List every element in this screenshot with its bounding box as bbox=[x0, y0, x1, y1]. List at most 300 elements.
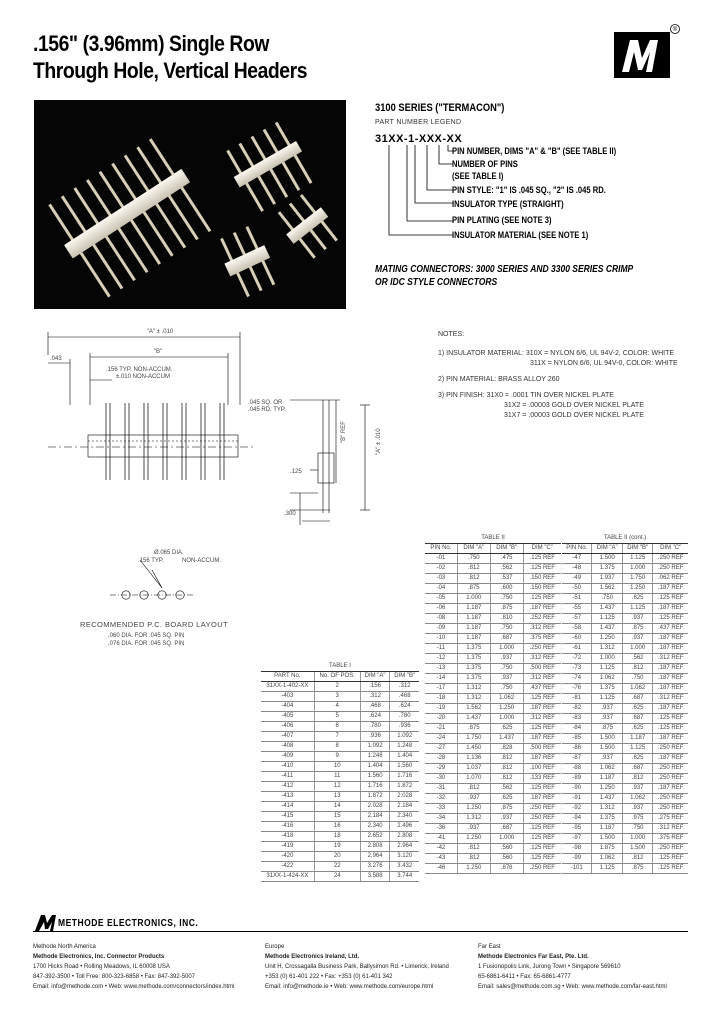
table-cell: -17 bbox=[425, 684, 457, 694]
table-cell: .937 bbox=[622, 634, 652, 644]
table-cell: .875 bbox=[490, 604, 523, 614]
table-cell: -85 bbox=[562, 734, 592, 744]
table-row bbox=[261, 782, 419, 792]
pcb-hole-note-2: .156 TYP. bbox=[138, 558, 164, 564]
legend-part-code: 31XX-1-XXX-XX bbox=[375, 133, 463, 145]
table-cell: 1.248 bbox=[360, 752, 390, 762]
pcb-hole-note-3: NON-ACCUM. bbox=[182, 558, 221, 564]
table-row bbox=[425, 594, 561, 604]
table-cell: 24 bbox=[314, 872, 360, 882]
table-row bbox=[562, 814, 688, 824]
table-cell: .625 bbox=[622, 594, 652, 604]
table-cell: 1.437 bbox=[592, 604, 622, 614]
table-cell: .687 bbox=[490, 634, 523, 644]
table-row bbox=[425, 684, 561, 694]
notes-heading: NOTES: bbox=[438, 331, 465, 338]
office-company: Methode Electronics, Inc. Connector Products bbox=[33, 953, 165, 960]
table-cell: .187 REF bbox=[523, 734, 561, 744]
table-cell: .133 REF bbox=[523, 774, 561, 784]
table-row bbox=[425, 624, 561, 634]
table-cell: .828 bbox=[490, 744, 523, 754]
table-row bbox=[562, 794, 688, 804]
table-row bbox=[425, 854, 561, 864]
table-cell: 20 bbox=[314, 852, 360, 862]
table-cell: 22 bbox=[314, 862, 360, 872]
table-cell: -43 bbox=[425, 854, 457, 864]
table-2-cont-header: DIM "B" bbox=[622, 544, 652, 554]
table-2-cont-header: DIM "A" bbox=[592, 544, 622, 554]
table-cell: -410 bbox=[261, 762, 314, 772]
office-company: Methode Electronics Ireland, Ltd. bbox=[265, 953, 360, 960]
table-cell: 3.744 bbox=[390, 872, 419, 882]
table-cell: .375 REF bbox=[523, 634, 561, 644]
office-company: Methode Electronics Far East, Pte. Ltd. bbox=[478, 953, 589, 960]
table-row bbox=[562, 704, 688, 714]
notes-block bbox=[438, 330, 688, 420]
table-cell: -403 bbox=[261, 692, 314, 702]
table-cell: .375 REF bbox=[653, 834, 688, 844]
table-cell: .187 REF bbox=[653, 664, 688, 674]
table-row bbox=[261, 792, 419, 802]
table-cell: .937 bbox=[622, 804, 652, 814]
table-cell: .125 REF bbox=[523, 554, 561, 564]
table-cell: .125 REF bbox=[523, 854, 561, 864]
table-row bbox=[425, 614, 561, 624]
table-cell: .562 bbox=[490, 564, 523, 574]
table-cell: 2.184 bbox=[390, 802, 419, 812]
table-cell: 5 bbox=[314, 712, 360, 722]
table-cell: .937 bbox=[592, 714, 622, 724]
office-web[interactable]: Email: sales@methode.com.sg • Web: www.methode.com/far-east.html bbox=[478, 983, 667, 990]
table-cell: .625 bbox=[622, 754, 652, 764]
table-cell: .100 REF bbox=[523, 764, 561, 774]
table-cell: 1.312 bbox=[457, 684, 490, 694]
table-cell: -03 bbox=[425, 574, 457, 584]
legend-item-number-of-pins: NUMBER OF PINS bbox=[452, 159, 518, 170]
table-cell: .437 REF bbox=[523, 684, 561, 694]
table-cell: -58 bbox=[562, 624, 592, 634]
table-cell: .937 bbox=[622, 784, 652, 794]
table-cell: 3.432 bbox=[390, 862, 419, 872]
table-cell: .187 REF bbox=[653, 684, 688, 694]
table-cell: .187 REF bbox=[653, 754, 688, 764]
table-row bbox=[562, 554, 688, 564]
table-cell: .250 REF bbox=[653, 774, 688, 784]
table-cell: -46 bbox=[425, 864, 457, 874]
table-cell: 1.070 bbox=[457, 774, 490, 784]
table-cell: -99 bbox=[562, 854, 592, 864]
table-row bbox=[562, 784, 688, 794]
table-cell: .250 REF bbox=[523, 814, 561, 824]
table-cell: 1.125 bbox=[592, 614, 622, 624]
table-cell: .437 REF bbox=[653, 624, 688, 634]
table-cell: -419 bbox=[261, 842, 314, 852]
table-cell: 1.125 bbox=[622, 554, 652, 564]
table-cell: 2.808 bbox=[360, 842, 390, 852]
table-row bbox=[425, 734, 561, 744]
table-row bbox=[425, 794, 561, 804]
table-cell: 1.404 bbox=[390, 752, 419, 762]
table-cell: .624 bbox=[360, 712, 390, 722]
table-row bbox=[425, 834, 561, 844]
table-cell: 2.184 bbox=[360, 812, 390, 822]
footer-divider bbox=[33, 931, 688, 932]
dimension-drawing bbox=[40, 325, 430, 535]
table-cell: 1.187 bbox=[457, 634, 490, 644]
table-cell: .252 REF bbox=[523, 614, 561, 624]
table-cell: .812 bbox=[622, 854, 652, 864]
table-cell: -408 bbox=[261, 742, 314, 752]
table-cell: 1.092 bbox=[390, 732, 419, 742]
table-cell: .750 bbox=[490, 594, 523, 604]
table-cell: -415 bbox=[261, 812, 314, 822]
table-cell: .250 REF bbox=[523, 864, 561, 874]
table-2 bbox=[425, 534, 561, 874]
table-cell: .125 REF bbox=[523, 594, 561, 604]
legend-caption: PART NUMBER LEGEND bbox=[375, 119, 462, 126]
table-cell: .624 bbox=[390, 702, 419, 712]
table-cell: 14 bbox=[314, 802, 360, 812]
office-north-america bbox=[33, 942, 234, 992]
table-row bbox=[425, 554, 561, 564]
table-cell: .560 bbox=[490, 844, 523, 854]
table-cell: -27 bbox=[425, 744, 457, 754]
table-cell: .125 REF bbox=[523, 564, 561, 574]
table-1-header: No. OF POS. bbox=[314, 672, 360, 682]
table-cell: .500 REF bbox=[523, 664, 561, 674]
table-row bbox=[562, 834, 688, 844]
table-row bbox=[562, 864, 688, 874]
table-cell: .687 bbox=[622, 764, 652, 774]
table-cell: 1.750 bbox=[622, 574, 652, 584]
table-row bbox=[261, 712, 419, 722]
note-1: 1) INSULATOR MATERIAL: 310X = NYLON 6/6, UL 94V-2, COLOR: WHITE bbox=[438, 350, 675, 357]
table-cell: -91 bbox=[562, 794, 592, 804]
table-cell: 1.000 bbox=[622, 834, 652, 844]
table-cell: .312 REF bbox=[523, 674, 561, 684]
table-cell: .125 REF bbox=[523, 784, 561, 794]
page-title bbox=[33, 30, 307, 84]
table-cell: 1.187 bbox=[457, 624, 490, 634]
table-cell: -88 bbox=[562, 764, 592, 774]
table-row bbox=[425, 644, 561, 654]
table-cell: .875 bbox=[490, 804, 523, 814]
table-cell: 1.375 bbox=[592, 564, 622, 574]
table-cell: .750 bbox=[457, 554, 490, 564]
table-cell: 1.125 bbox=[592, 864, 622, 874]
table-cell: 2.964 bbox=[360, 852, 390, 862]
table-cell: .312 REF bbox=[653, 694, 688, 704]
table-cell: -33 bbox=[425, 804, 457, 814]
table-cell: 1.250 bbox=[592, 784, 622, 794]
table-row bbox=[562, 824, 688, 834]
table-cell: .125 REF bbox=[653, 724, 688, 734]
table-cell: 1.000 bbox=[490, 834, 523, 844]
legend-item-pin-plating: PIN PLATING (SEE NOTE 3) bbox=[452, 215, 552, 226]
table-cell: .312 REF bbox=[523, 714, 561, 724]
table-cell: -57 bbox=[562, 614, 592, 624]
table-cell: 1.437 bbox=[592, 624, 622, 634]
title-line-2: Through Hole, Vertical Headers bbox=[33, 58, 308, 83]
table-cell: .537 bbox=[490, 574, 523, 584]
table-cell: .187 REF bbox=[653, 604, 688, 614]
table-cell: .937 bbox=[592, 704, 622, 714]
table-2-header: DIM "C" bbox=[523, 544, 561, 554]
table-cell: .312 REF bbox=[523, 624, 561, 634]
mating-connectors bbox=[375, 263, 633, 289]
table-cell: .125 REF bbox=[523, 724, 561, 734]
office-region: Far East bbox=[478, 943, 501, 950]
table-1-header: DIM "A" bbox=[360, 672, 390, 682]
table-cell: 1.125 bbox=[592, 664, 622, 674]
table-cell: -407 bbox=[261, 732, 314, 742]
table-cell: -416 bbox=[261, 822, 314, 832]
table-row bbox=[425, 744, 561, 754]
table-cell: 1.250 bbox=[457, 834, 490, 844]
table-cell: 1.248 bbox=[390, 742, 419, 752]
table-row bbox=[425, 784, 561, 794]
table-cell: .625 bbox=[490, 794, 523, 804]
table-cell: -83 bbox=[562, 714, 592, 724]
table-cell: -76 bbox=[562, 684, 592, 694]
table-cell: 1.312 bbox=[457, 814, 490, 824]
table-cell: 1.437 bbox=[490, 734, 523, 744]
table-cell: .187 REF bbox=[653, 784, 688, 794]
table-cell: 1.250 bbox=[622, 584, 652, 594]
table-cell: -89 bbox=[562, 774, 592, 784]
dim-300: .300 bbox=[284, 511, 296, 517]
table-row bbox=[562, 654, 688, 664]
office-europe bbox=[265, 942, 449, 992]
table-cell: .687 bbox=[622, 714, 652, 724]
table-cell: .876 bbox=[490, 864, 523, 874]
table-cell: .875 bbox=[622, 864, 652, 874]
brand-name: METHODE ELECTRONICS, INC. bbox=[58, 918, 199, 929]
note-1b: 311X = NYLON 6/6, UL 94V-0, COLOR: WHITE bbox=[530, 360, 678, 367]
table-cell: 11 bbox=[314, 772, 360, 782]
table-row bbox=[261, 692, 419, 702]
pcb-drill-2: .076 DIA. FOR .045 SQ. PIN bbox=[108, 641, 185, 647]
header-product-image bbox=[34, 100, 346, 309]
pcb-hole-note-1: Ø.065 DIA. bbox=[154, 550, 184, 556]
series-title: 3100 SERIES ("TERMACON") bbox=[375, 102, 505, 114]
table-cell: -10 bbox=[425, 634, 457, 644]
table-cell: 1.560 bbox=[390, 762, 419, 772]
table-cell: .187 REF bbox=[523, 794, 561, 804]
table-cell: 6 bbox=[314, 722, 360, 732]
table-cell: 31XX-1-424-XX bbox=[261, 872, 314, 882]
registered-mark: ® bbox=[672, 27, 678, 34]
table-row bbox=[261, 802, 419, 812]
table-cell: .875 bbox=[457, 724, 490, 734]
table-cell: .125 REF bbox=[653, 864, 688, 874]
table-cell: -18 bbox=[425, 694, 457, 704]
table-cell: 2.496 bbox=[390, 822, 419, 832]
table-cell: 1.750 bbox=[457, 734, 490, 744]
table-cell: 31XX-1-402-XX bbox=[261, 682, 314, 692]
table-cell: .187 REF bbox=[653, 674, 688, 684]
table-cell: 1.500 bbox=[592, 744, 622, 754]
table-cell: 4 bbox=[314, 702, 360, 712]
table-cell: -14 bbox=[425, 674, 457, 684]
table-cell: -36 bbox=[425, 824, 457, 834]
table-cell: .562 bbox=[622, 654, 652, 664]
table-cell: .250 REF bbox=[523, 644, 561, 654]
office-web[interactable]: Email: info@methode.ie • Web: www.methode.com/europe.html bbox=[265, 983, 434, 990]
table-row bbox=[562, 844, 688, 854]
table-cell: 9 bbox=[314, 752, 360, 762]
table-cell: .687 bbox=[622, 694, 652, 704]
table-cell: 1.037 bbox=[457, 764, 490, 774]
table-row bbox=[261, 812, 419, 822]
table-cell: .187 REF bbox=[653, 704, 688, 714]
table-cell: .250 REF bbox=[653, 554, 688, 564]
table-cell: -08 bbox=[425, 614, 457, 624]
table-cell: .812 bbox=[622, 774, 652, 784]
table-cell: -20 bbox=[425, 714, 457, 724]
table-row bbox=[261, 852, 419, 862]
table-cell: 1.312 bbox=[592, 804, 622, 814]
table-cell: -73 bbox=[562, 664, 592, 674]
table-1-header: DIM "B" bbox=[390, 672, 419, 682]
table-row bbox=[562, 764, 688, 774]
table-cell: .975 bbox=[622, 814, 652, 824]
mating-line-2: OR IDC STYLE CONNECTORS bbox=[375, 277, 498, 288]
table-row bbox=[562, 584, 688, 594]
table-cell: 3 bbox=[314, 692, 360, 702]
table-cell: .250 REF bbox=[523, 804, 561, 814]
table-cell: 1.716 bbox=[390, 772, 419, 782]
table-cell: .156 bbox=[360, 682, 390, 692]
table-row bbox=[425, 724, 561, 734]
table-cell: 1.187 bbox=[622, 734, 652, 744]
table-cell: 19 bbox=[314, 842, 360, 852]
table-cell: 8 bbox=[314, 742, 360, 752]
table-cell: 1.000 bbox=[490, 644, 523, 654]
table-cell: 1.250 bbox=[457, 804, 490, 814]
table-row bbox=[562, 624, 688, 634]
table-cell: 1.187 bbox=[592, 774, 622, 784]
note-2: 2) PIN MATERIAL: BRASS ALLOY 260 bbox=[438, 376, 560, 383]
table-cell: -49 bbox=[562, 574, 592, 584]
table-row bbox=[425, 824, 561, 834]
table-cell: .125 REF bbox=[653, 594, 688, 604]
table-cell: .812 bbox=[622, 664, 652, 674]
table-cell: .750 bbox=[622, 674, 652, 684]
table-cell: 1.250 bbox=[457, 864, 490, 874]
table-cell: .187 REF bbox=[523, 754, 561, 764]
table-cell: .750 bbox=[490, 684, 523, 694]
table-cell: .936 bbox=[390, 722, 419, 732]
table-cell: .312 bbox=[390, 682, 419, 692]
table-cell: 13 bbox=[314, 792, 360, 802]
table-cell: -21 bbox=[425, 724, 457, 734]
table-cell: -42 bbox=[425, 844, 457, 854]
table-cell: .125 REF bbox=[523, 834, 561, 844]
title-line-1: .156" (3.96mm) Single Row bbox=[33, 31, 269, 56]
table-cell: -414 bbox=[261, 802, 314, 812]
table-2-caption: TABLE II bbox=[425, 534, 561, 544]
table-row bbox=[562, 594, 688, 604]
table-row bbox=[562, 724, 688, 734]
table-cell: 3.588 bbox=[360, 872, 390, 882]
note-3b: 31X2 = .00003 GOLD OVER NICKEL PLATE bbox=[504, 402, 644, 409]
table-cell: 18 bbox=[314, 832, 360, 842]
table-cell: 1.062 bbox=[622, 794, 652, 804]
legend-item-pin-number: PIN NUMBER, DIMS "A" & "B" (SEE TABLE II) bbox=[452, 146, 617, 157]
table-cell: .812 bbox=[457, 854, 490, 864]
table-row bbox=[562, 854, 688, 864]
table-cell: 7 bbox=[314, 732, 360, 742]
table-cell: .812 bbox=[490, 764, 523, 774]
table-cell: .250 REF bbox=[653, 564, 688, 574]
table-cell: 1.312 bbox=[592, 644, 622, 654]
table-cell: -418 bbox=[261, 832, 314, 842]
table-row bbox=[562, 734, 688, 744]
mating-line-1: MATING CONNECTORS: 3000 SERIES AND 3300 SERIES CRIMP bbox=[375, 264, 634, 275]
table-row bbox=[425, 764, 561, 774]
table-cell: .937 bbox=[490, 814, 523, 824]
table-cell: 1.937 bbox=[592, 574, 622, 584]
table-row bbox=[425, 714, 561, 724]
table-cell: .625 bbox=[622, 724, 652, 734]
table-row bbox=[261, 862, 419, 872]
table-cell: .187 REF bbox=[653, 644, 688, 654]
table-cell: 16 bbox=[314, 822, 360, 832]
table-cell: 12 bbox=[314, 782, 360, 792]
table-cell: .150 REF bbox=[523, 584, 561, 594]
table-row bbox=[562, 744, 688, 754]
table-cell: .560 bbox=[490, 854, 523, 864]
note-3: 3) PIN FINISH: 31X0 = .0001 TIN OVER NICKEL PLATE bbox=[438, 392, 614, 399]
table-row bbox=[425, 694, 561, 704]
table-cell: 2.028 bbox=[360, 802, 390, 812]
table-row bbox=[425, 574, 561, 584]
table-cell: .187 REF bbox=[523, 604, 561, 614]
table-row bbox=[261, 732, 419, 742]
table-1-header: PART No. bbox=[261, 672, 314, 682]
table-cell: .125 REF bbox=[653, 854, 688, 864]
table-cell: -101 bbox=[562, 864, 592, 874]
table-row bbox=[261, 822, 419, 832]
table-cell: 1.872 bbox=[390, 782, 419, 792]
table-2-cont-header: DIM "C" bbox=[653, 544, 688, 554]
table-cell: -90 bbox=[562, 784, 592, 794]
table-row bbox=[261, 842, 419, 852]
table-row bbox=[562, 604, 688, 614]
office-phone: 65-6861-6411 • Fax: 65-6861-4777 bbox=[478, 973, 571, 980]
table-cell: 1.500 bbox=[592, 734, 622, 744]
table-cell: 1.404 bbox=[360, 762, 390, 772]
table-cell: .875 bbox=[592, 724, 622, 734]
table-cell: -04 bbox=[425, 584, 457, 594]
table-row bbox=[562, 694, 688, 704]
table-cell: 1.187 bbox=[457, 604, 490, 614]
table-cell: 1.062 bbox=[592, 764, 622, 774]
office-region: Methode North America bbox=[33, 943, 96, 950]
office-phone: 847-392-3500 • Toll Free: 800-323-6858 • Fax: 847-392-5007 bbox=[33, 973, 195, 980]
table-cell: -13 bbox=[425, 664, 457, 674]
table-cell: .187 REF bbox=[653, 584, 688, 594]
table-cell: 1.062 bbox=[592, 854, 622, 864]
office-web[interactable]: Email: info@methode.com • Web: www.methode.com/connectors/index.html bbox=[33, 983, 235, 990]
table-cell: -02 bbox=[425, 564, 457, 574]
table-cell: -74 bbox=[562, 674, 592, 684]
table-cell: 1.000 bbox=[622, 564, 652, 574]
table-cell: .937 bbox=[622, 614, 652, 624]
table-row bbox=[261, 722, 419, 732]
table-row bbox=[562, 804, 688, 814]
